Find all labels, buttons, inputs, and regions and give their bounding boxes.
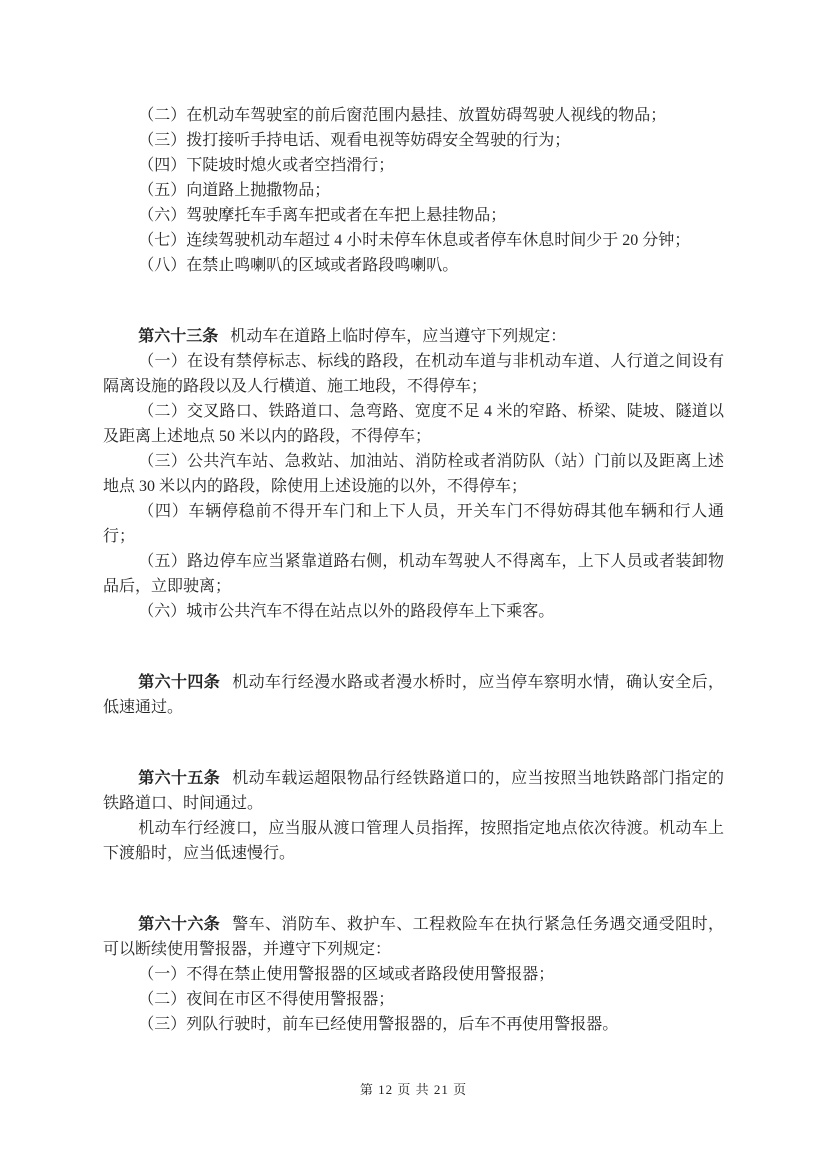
article-lead: 机动车行经漫水路或者漫水桥时，应当停车察明水情，确认安全后，低速通过。 <box>103 674 724 716</box>
list-item: （三）拨打接听手持电话、观看电视等妨碍安全驾驶的行为； <box>138 132 571 149</box>
list-item: （四）车辆停稳前不得开车门和上下人员，开关车门不得妨碍其他车辆和行人通行； <box>103 503 724 545</box>
list-item: （一）在设有禁停标志、标线的路段，在机动车道与非机动车道、人行道之间设有隔离设施的路段以及人行横道、施工地段，不得停车； <box>103 353 724 395</box>
article-lead: 机动车在道路上临时停车，应当遵守下列规定： <box>230 328 567 345</box>
list-item: （七）连续驾驶机动车超过 4 小时未停车休息或者停车休息时间少于 20 分钟； <box>138 232 691 249</box>
article-section <box>103 912 724 1037</box>
list-item: （三）公共汽车站、急救站、加油站、消防栓或者消防队（站）门前以及距离上述地点 30 米以内的路段，除使用上述设施的以外，不得停车； <box>103 453 724 495</box>
continued-items-section <box>103 103 724 278</box>
list-item: （一）不得在禁止使用警报器的区域或者路段使用警报器； <box>138 966 555 983</box>
page-number-text: 第 12 页 共 21 页 <box>359 1082 468 1097</box>
article-lead: 警车、消防车、救护车、工程救险车在执行紧急任务遇交通受阻时，可以断续使用警报器，并遵守下列规定： <box>103 916 724 958</box>
article-head <box>103 670 724 720</box>
article-head <box>103 912 724 962</box>
document-content <box>103 103 724 1037</box>
article-paragraph: 机动车行经渡口，应当服从渡口管理人员指挥，按照指定地点依次待渡。机动车上下渡船时，应当低速慢行。 <box>103 820 724 862</box>
list-item: （六）驾驶摩托车手离车把或者在车把上悬挂物品； <box>138 207 507 224</box>
list-item: （四）下陡坡时熄火或者空挡滑行； <box>138 157 395 174</box>
article-section <box>103 670 724 720</box>
list-item: （二）在机动车驾驶室的前后窗范围内悬挂、放置妨碍驾驶人视线的物品； <box>138 107 667 124</box>
article-number: 第六十四条 <box>138 674 221 691</box>
page-footer <box>0 1082 827 1098</box>
list-item: （八）在禁止鸣喇叭的区域或者路段鸣喇叭。 <box>138 257 459 274</box>
list-item: （六）城市公共汽车不得在站点以外的路段停车上下乘客。 <box>138 603 555 620</box>
list-item: （三）列队行驶时，前车已经使用警报器的，后车不再使用警报器。 <box>138 1016 619 1033</box>
list-item: （五）路边停车应当紧靠道路右侧，机动车驾驶人不得离车，上下人员或者装卸物品后，立即驶离； <box>103 553 724 595</box>
article-section <box>103 766 724 866</box>
article-number: 第六十六条 <box>138 916 221 933</box>
list-item: （二）夜间在市区不得使用警报器； <box>138 991 395 1008</box>
list-item: （二）交叉路口、铁路道口、急弯路、宽度不足 4 米的窄路、桥梁、陡坡、隧道以及距离上述地点 50 米以内的路段，不得停车； <box>103 403 724 445</box>
article-number: 第六十三条 <box>138 328 219 345</box>
list-item: （五）向道路上抛撒物品； <box>138 182 331 199</box>
article-lead: 机动车载运超限物品行经铁路道口的，应当按照当地铁路部门指定的铁路道口、时间通过。 <box>103 770 724 812</box>
article-number: 第六十五条 <box>138 770 221 787</box>
article-head <box>103 766 724 816</box>
article-section <box>103 324 724 624</box>
article-head <box>103 324 724 349</box>
